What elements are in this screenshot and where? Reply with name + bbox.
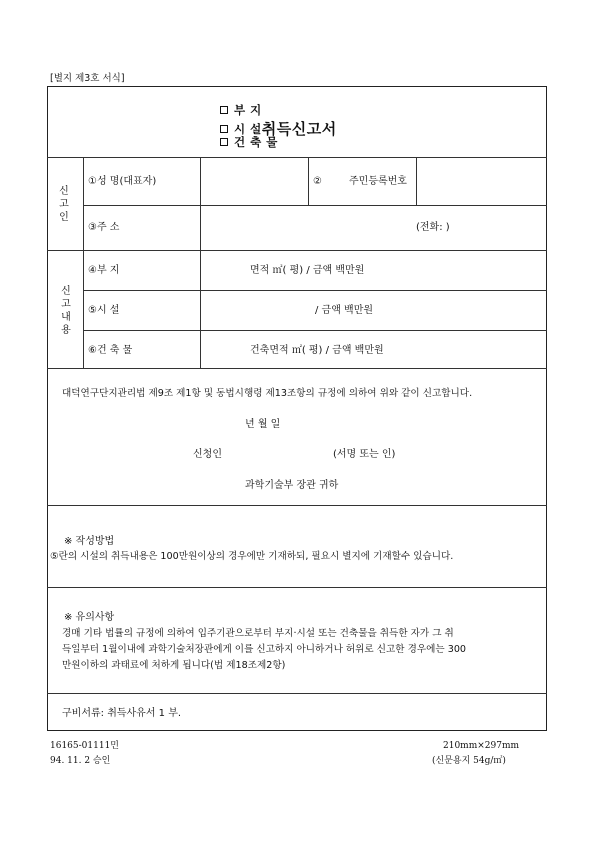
title-option-land: [220, 102, 262, 118]
instructions-heading: ※ 작성방법: [64, 536, 115, 547]
name-field[interactable]: [203, 170, 305, 192]
divider: [47, 693, 547, 694]
id-number-label: 주민등록번호: [349, 176, 407, 187]
id-number-num: ②: [313, 176, 322, 187]
column-line: [83, 157, 84, 368]
form-code: 16165-01111민: [50, 741, 119, 751]
notes-line: 만원이하의 과태료에 처하게 됩니다(법 제18조제2항): [62, 660, 286, 671]
notes-line: 경매 기타 법률의 규정에 의하여 입주기관으로부터 부지·시설 또는 건축물을 취득한 자가 그 취: [62, 628, 454, 639]
building-label: ⑥건 축 물: [88, 345, 133, 356]
label-char: 내: [61, 312, 71, 323]
label-char: 신: [61, 286, 71, 297]
label-char: 인: [59, 212, 69, 223]
label-char: 신: [59, 186, 69, 197]
divider: [47, 587, 547, 588]
divider: [83, 205, 547, 206]
checkbox[interactable]: [220, 106, 228, 114]
address-label: ③주 소: [88, 222, 120, 233]
building-value[interactable]: 건축면적 ㎡( 평) / 금액 백만원: [250, 345, 384, 356]
page-title: 취득신고서: [261, 120, 337, 138]
phone-label: (전화: ): [416, 222, 450, 233]
land-label: ④부 지: [88, 265, 120, 276]
attachments: 구비서류: 취득사유서 1 부.: [62, 708, 182, 719]
divider: [83, 290, 547, 291]
label-char: 고: [61, 299, 71, 310]
applicant-field[interactable]: [240, 444, 330, 464]
reporter-section-label: [58, 185, 70, 224]
facility-label: ⑤시 설: [88, 305, 120, 316]
declaration-date[interactable]: 년 월 일: [245, 419, 281, 430]
label-char: 고: [59, 199, 69, 210]
facility-value[interactable]: / 금액 백만원: [315, 305, 374, 316]
title-option-building: [220, 134, 278, 150]
paper-size: 210mm×297mm: [443, 741, 520, 751]
paper-type: (신문용지 54g/㎡): [432, 756, 506, 766]
form-id: [별지 제3호 서식]: [50, 73, 125, 84]
divider: [47, 505, 547, 506]
column-line: [200, 157, 201, 368]
divider: [47, 368, 547, 369]
id-number-field[interactable]: [419, 170, 543, 192]
checkbox[interactable]: [220, 138, 228, 146]
address-field[interactable]: [203, 214, 413, 238]
declaration-text: 대덕연구단지관리법 제9조 제1항 및 동법시행령 제13조항의 규정에 의하여 위와 같이 신고합니다.: [62, 388, 473, 399]
title-option-label: 부 지: [234, 103, 262, 117]
addressee: 과학기술부 장관 귀하: [245, 480, 339, 491]
column-line: [308, 157, 309, 205]
notes-heading: ※ 유의사항: [64, 612, 115, 623]
title-option-label: 건 축 물: [234, 135, 278, 149]
divider: [83, 330, 547, 331]
name-label: ①성 명(대표자): [88, 176, 157, 187]
label-char: 용: [61, 325, 71, 336]
divider: [47, 157, 547, 158]
content-section-label: [60, 285, 72, 337]
land-value[interactable]: 면적 ㎡( 평) / 금액 백만원: [250, 265, 365, 276]
divider: [47, 250, 547, 251]
applicant-label: 신청인: [193, 449, 222, 460]
column-line: [416, 157, 417, 205]
title-option-label: 시 설: [234, 121, 262, 136]
checkbox[interactable]: [220, 125, 228, 133]
instructions-text: ⑤란의 시설의 취득내용은 100만원이상의 경우에만 기재하되, 필요시 별지에 기재할수 있습니다.: [50, 551, 454, 562]
signature-label: (서명 또는 인): [333, 449, 396, 460]
approval-date: 94. 11. 2 승인: [50, 756, 111, 766]
notes-line: 득일부터 1월이내에 과학기술처장관에게 이를 신고하지 아니하거나 허위로 신고한 경우에는 300: [62, 644, 467, 655]
